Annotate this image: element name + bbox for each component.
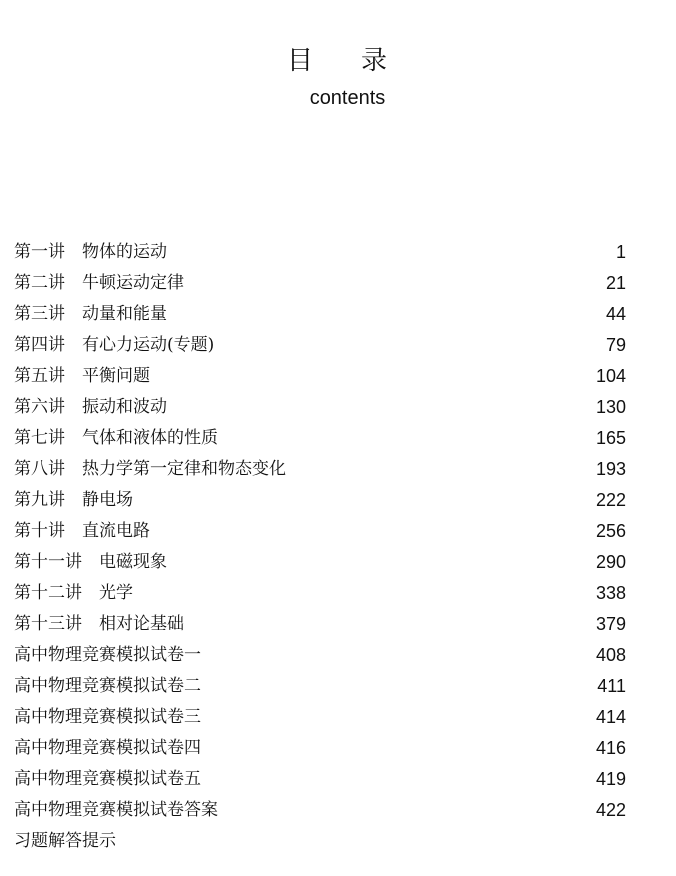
- toc-entry-page-number: 379: [595, 614, 626, 634]
- table-of-contents: [14, 237, 626, 857]
- toc-entry[interactable]: [14, 547, 626, 578]
- toc-entry-title: 第六讲 振动和波动: [14, 397, 167, 417]
- page-subtitle: contents: [309, 87, 386, 109]
- toc-entry-title: 第二讲 牛顿运动定律: [14, 273, 184, 293]
- toc-entry-page-number: 290: [595, 552, 626, 572]
- toc-entry[interactable]: [14, 795, 626, 826]
- toc-entry-page-number: 419: [595, 769, 626, 789]
- toc-entry-title: 高中物理竞赛模拟试卷五: [14, 769, 201, 789]
- toc-entry[interactable]: [14, 299, 626, 330]
- toc-entry-title: 第十一讲 电磁现象: [14, 552, 167, 572]
- toc-entry-title: 第九讲 静电场: [14, 490, 133, 510]
- toc-entry-title: 第八讲 热力学第一定律和物态变化: [14, 459, 286, 479]
- toc-entry-page-number: 222: [595, 490, 626, 510]
- toc-entry-page-number: 44: [605, 304, 626, 324]
- toc-entry-title: 第十二讲 光学: [14, 583, 133, 603]
- toc-entry[interactable]: [14, 423, 626, 454]
- toc-entry[interactable]: [14, 578, 626, 609]
- toc-entry[interactable]: [14, 764, 626, 795]
- toc-entry-page-number: 1: [615, 242, 626, 262]
- toc-entry-page-number: 416: [595, 738, 626, 758]
- toc-entry-title: 第一讲 物体的运动: [14, 242, 167, 262]
- page-title: [0, 40, 676, 77]
- toc-entry[interactable]: [14, 330, 626, 361]
- toc-entry-page-number: 414: [595, 707, 626, 727]
- toc-entry[interactable]: [14, 237, 626, 268]
- toc-entry[interactable]: [14, 826, 626, 857]
- toc-entry-page-number: 422: [595, 800, 626, 820]
- toc-entry-title: 高中物理竞赛模拟试卷二: [14, 676, 201, 696]
- toc-entry-page-number: 104: [595, 366, 626, 386]
- toc-entry-page-number: 256: [595, 521, 626, 541]
- toc-entry-page-number: 165: [595, 428, 626, 448]
- toc-entry-title: 高中物理竞赛模拟试卷三: [14, 707, 201, 727]
- toc-entry[interactable]: [14, 640, 626, 671]
- toc-entry-page-number: 408: [595, 645, 626, 665]
- toc-entry-page-number: 21: [605, 273, 626, 293]
- toc-entry-title: 第十讲 直流电路: [14, 521, 150, 541]
- toc-entry[interactable]: [14, 454, 626, 485]
- toc-entry[interactable]: [14, 609, 626, 640]
- toc-entry-title: 习题解答提示: [14, 831, 116, 851]
- toc-entry[interactable]: [14, 516, 626, 547]
- toc-entry-page-number: 193: [595, 459, 626, 479]
- toc-entry-title: 第十三讲 相对论基础: [14, 614, 184, 634]
- toc-entry-title: 第四讲 有心力运动(专题): [14, 335, 215, 355]
- toc-entry-page-number: 130: [595, 397, 626, 417]
- toc-entry[interactable]: [14, 361, 626, 392]
- toc-entry-title: 高中物理竞赛模拟试卷一: [14, 645, 201, 665]
- toc-entry[interactable]: [14, 702, 626, 733]
- toc-entry[interactable]: [14, 268, 626, 299]
- toc-entry-title: 第七讲 气体和液体的性质: [14, 428, 218, 448]
- title-part-1: 目: [286, 46, 315, 76]
- toc-entry[interactable]: [14, 671, 626, 702]
- toc-entry-page-number: 338: [595, 583, 626, 603]
- toc-entry-page-number: 411: [597, 676, 626, 696]
- title-part-2: 录: [361, 46, 390, 76]
- toc-entry-title: 第五讲 平衡问题: [14, 366, 150, 386]
- toc-entry[interactable]: [14, 485, 626, 516]
- toc-entry-title: 高中物理竞赛模拟试卷答案: [14, 800, 218, 820]
- toc-entry-title: 第三讲 动量和能量: [14, 304, 167, 324]
- toc-entry[interactable]: [14, 392, 626, 423]
- toc-entry-page-number: 79: [605, 335, 626, 355]
- toc-entry-title: 高中物理竞赛模拟试卷四: [14, 738, 201, 758]
- toc-entry[interactable]: [14, 733, 626, 764]
